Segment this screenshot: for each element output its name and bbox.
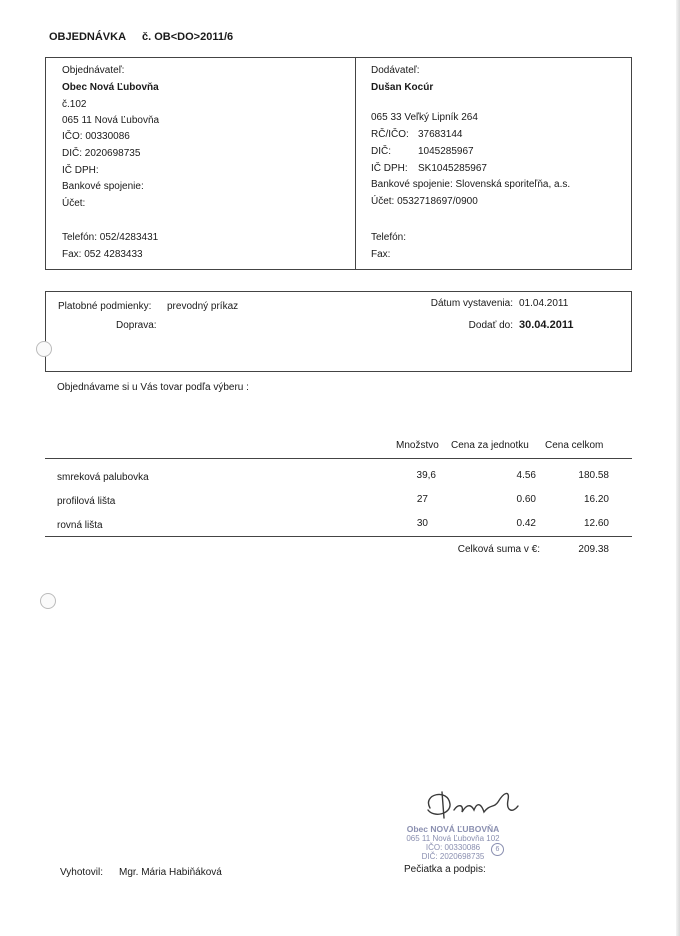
stamp-line-3: IČO: 00330086 xyxy=(425,843,481,852)
punch-hole xyxy=(36,341,52,357)
page-edge xyxy=(676,0,680,936)
order-number: č. OB<DO>2011/6 xyxy=(142,31,234,43)
punch-hole xyxy=(40,593,56,609)
orderer-ico: IČO: 00330086 xyxy=(62,131,130,142)
issue-date-label: Dátum vystavenia: xyxy=(430,298,513,309)
item-name: rovná lišta xyxy=(57,520,103,531)
item-quantity: 30 xyxy=(416,518,428,529)
delivery-date-value: 30.04.2011 xyxy=(519,319,574,331)
orderer-street: č.102 xyxy=(62,99,87,110)
item-name: profilová lišta xyxy=(57,496,116,507)
supplier-rc-label: RČ/IČO: xyxy=(371,129,409,140)
stamp-line-1: Obec NOVÁ ĽUBOVŇA xyxy=(406,824,500,834)
item-quantity: 39,6 xyxy=(416,470,436,481)
stamp-signature-label: Pečiatka a podpis: xyxy=(404,864,486,875)
item-total: 180.58 xyxy=(578,470,609,481)
parties-divider xyxy=(355,57,356,269)
supplier-phone: Telefón: xyxy=(371,232,407,243)
supplier-fax: Fax: xyxy=(371,249,391,260)
supplier-label: Dodávateľ: xyxy=(371,65,420,76)
item-unit-price: 0.60 xyxy=(516,494,536,505)
supplier-name: Dušan Kocúr xyxy=(371,82,434,93)
orderer-name: Obec Nová Ľubovňa xyxy=(62,82,159,93)
orderer-phone: Telefón: 052/4283431 xyxy=(62,232,159,243)
supplier-account: Účet: 0532718697/0900 xyxy=(371,196,478,207)
payment-label: Platobné podmienky: xyxy=(58,301,152,312)
signature-icon xyxy=(420,784,530,826)
stamp-badge: 6 xyxy=(491,843,504,856)
orderer-dic: DIČ: 2020698735 xyxy=(62,148,141,159)
header-rule xyxy=(45,458,632,459)
total-sum-value: 209.38 xyxy=(578,544,609,555)
supplier-address: 065 33 Veľký Lipník 264 xyxy=(371,112,478,123)
document-title: OBJEDNÁVKA xyxy=(49,31,127,43)
col-header-unit-price: Cena za jednotku xyxy=(451,440,529,451)
item-total: 16.20 xyxy=(583,494,609,505)
item-quantity: 27 xyxy=(416,494,428,505)
stamp-line-4: DIČ: 2020698735 xyxy=(421,852,485,861)
orderer-account: Účet: xyxy=(62,198,86,209)
orderer-label: Objednávateľ: xyxy=(62,65,125,76)
supplier-rc-value: 37683144 xyxy=(418,129,463,140)
supplier-icdph-value: SK1045285967 xyxy=(418,163,487,174)
orderer-icdph: IČ DPH: xyxy=(62,165,99,176)
supplier-icdph-label: IČ DPH: xyxy=(371,163,408,174)
col-header-quantity: Množstvo xyxy=(396,440,439,451)
total-sum-label: Celková suma v €: xyxy=(457,544,540,555)
item-unit-price: 4.56 xyxy=(516,470,536,481)
orderer-fax: Fax: 052 4283433 xyxy=(62,249,143,260)
issue-date-value: 01.04.2011 xyxy=(519,298,569,309)
item-total: 12.60 xyxy=(583,518,609,529)
prepared-by-label: Vyhotovil: xyxy=(60,867,103,878)
supplier-dic-value: 1045285967 xyxy=(418,146,474,157)
supplier-bank: Bankové spojenie: Slovenská sporiteľňa, a.s. xyxy=(371,179,571,190)
supplier-dic-label: DIČ: xyxy=(371,146,391,157)
footer-rule xyxy=(45,536,632,537)
prepared-by-value: Mgr. Mária Habiňáková xyxy=(119,867,222,878)
stamp-line-2: 065 11 Nová Ľubovňa 102 xyxy=(406,834,500,843)
payment-value: prevodný príkaz xyxy=(167,301,239,312)
orderer-bank: Bankové spojenie: xyxy=(62,181,144,192)
order-intro: Objednávame si u Vás tovar podľa výberu : xyxy=(57,382,249,393)
item-unit-price: 0.42 xyxy=(516,518,536,529)
orderer-city: 065 11 Nová Ľubovňa xyxy=(62,115,160,126)
delivery-date-label: Dodať do: xyxy=(468,320,513,331)
transport-label: Doprava: xyxy=(116,320,157,331)
item-name: smreková palubovka xyxy=(57,472,149,483)
col-header-total: Cena celkom xyxy=(545,440,604,451)
